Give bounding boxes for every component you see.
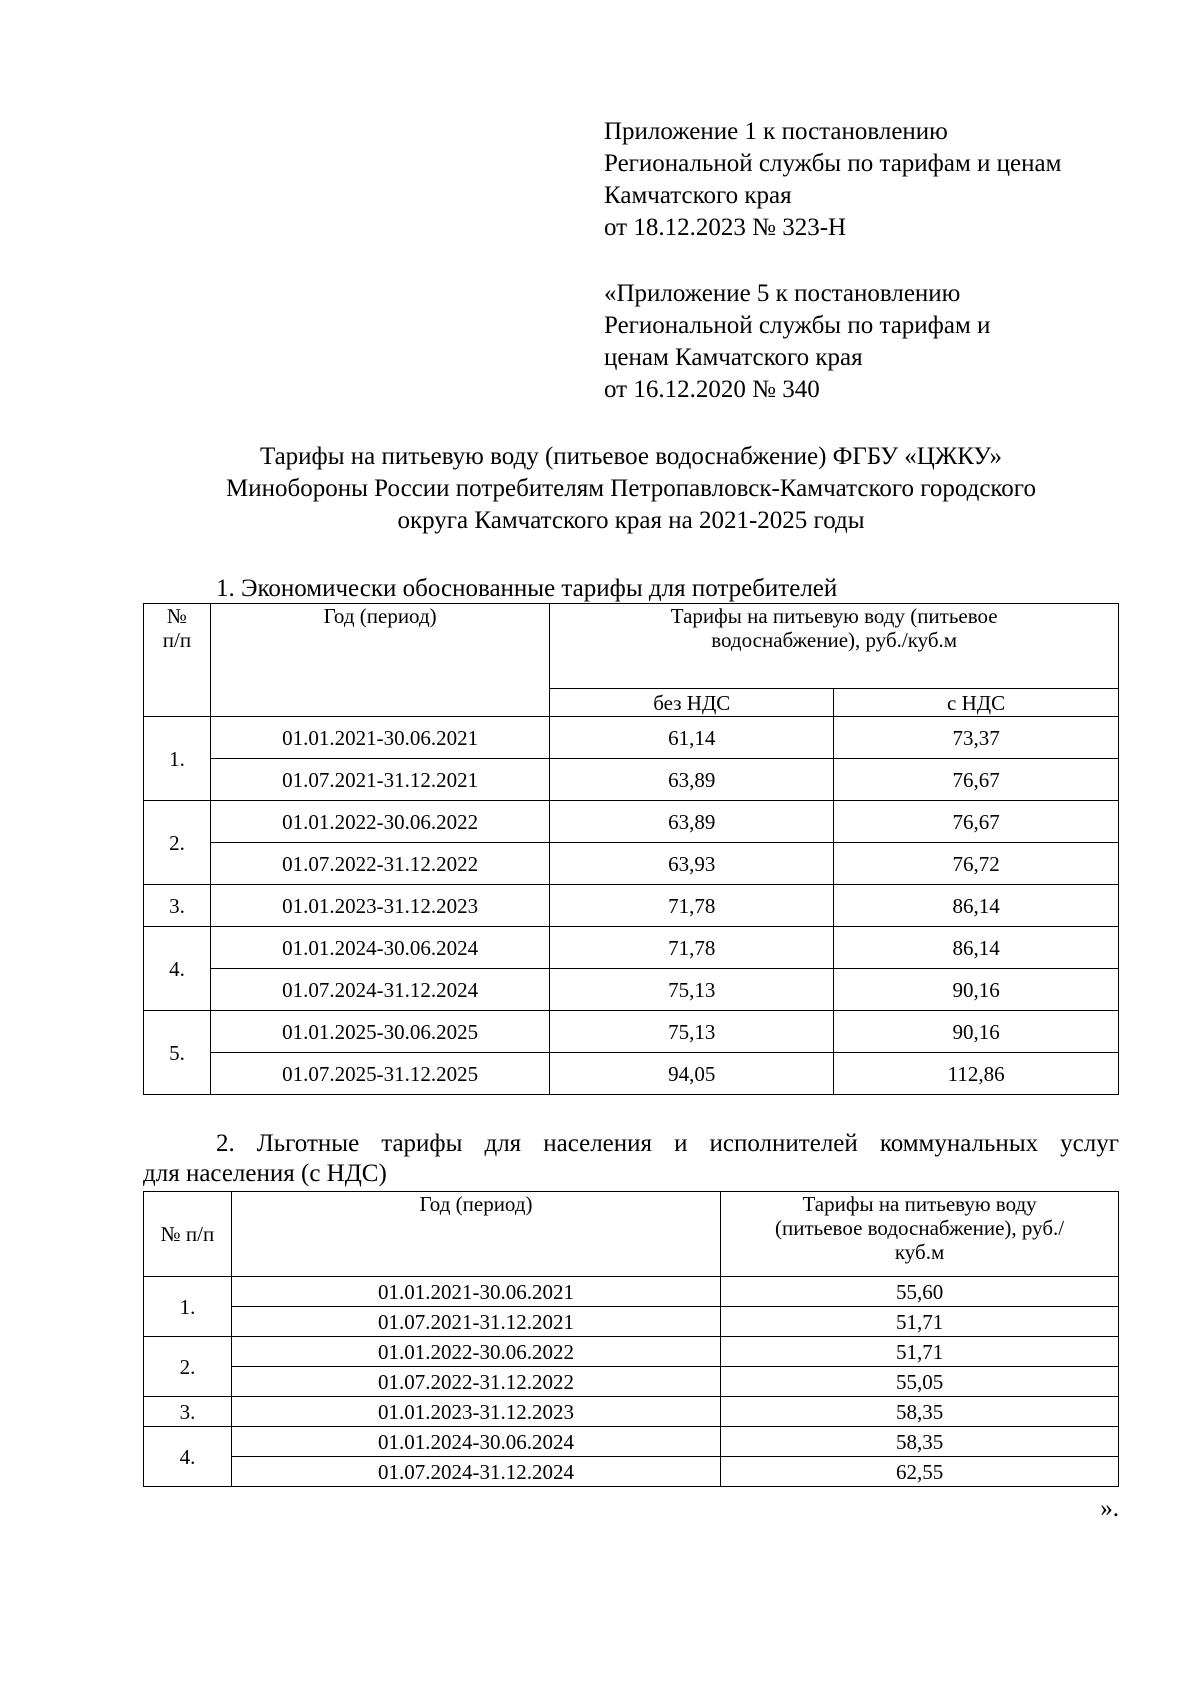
without-vat-cell: 61,14	[550, 717, 834, 759]
table-row	[144, 1011, 1119, 1053]
table-row	[144, 843, 1119, 885]
value-cell: 58,35	[721, 1397, 1119, 1427]
number-column-header: № п/п	[144, 604, 211, 717]
without-vat-cell: 63,89	[550, 801, 834, 843]
period-cell: 01.01.2023-31.12.2023	[210, 885, 549, 927]
without-vat-cell: 75,13	[550, 969, 834, 1011]
without-vat-cell: 75,13	[550, 1011, 834, 1053]
value-cell: 51,71	[721, 1307, 1119, 1337]
row-number-cell: 3.	[144, 1397, 232, 1427]
number-column-header: № п/п	[144, 1192, 232, 1277]
table-row	[144, 885, 1119, 927]
period-cell: 01.01.2021-30.06.2021	[231, 1277, 720, 1307]
period-cell: 01.07.2024-31.12.2024	[231, 1457, 720, 1487]
with-vat-header: с НДС	[834, 689, 1119, 717]
without-vat-cell: 63,89	[550, 759, 834, 801]
value-cell: 55,05	[721, 1367, 1119, 1397]
row-number-cell: 3.	[144, 885, 211, 927]
value-cell: 62,55	[721, 1457, 1119, 1487]
appendix-1-header	[604, 116, 1061, 244]
header-line: Камчатского края	[604, 182, 792, 209]
section-1-caption: 1. Экономически обоснованные тарифы для потребителей	[216, 575, 838, 602]
table-row	[144, 1307, 1119, 1337]
header-line: от 16.12.2020 № 340	[604, 376, 820, 403]
row-number-cell: 4.	[144, 1427, 232, 1487]
tariff-column-header: Тарифы на питьевую воду (питьевое водоснабжение), руб./куб.м	[550, 604, 1119, 689]
row-number-cell: 1.	[144, 717, 211, 801]
table-row	[144, 1397, 1119, 1427]
table-row	[144, 1053, 1119, 1095]
period-cell: 01.07.2022-31.12.2022	[231, 1367, 720, 1397]
with-vat-cell: 86,14	[834, 927, 1119, 969]
period-cell: 01.01.2022-30.06.2022	[231, 1337, 720, 1367]
section-2-caption-line: для населения (с НДС)	[143, 1160, 387, 1187]
period-cell: 01.07.2021-31.12.2021	[210, 759, 549, 801]
header-line: от 18.12.2023 № 323-Н	[604, 214, 847, 241]
closing-quote-mark: ».	[1100, 1495, 1119, 1522]
table-row	[144, 927, 1119, 969]
with-vat-cell: 112,86	[834, 1053, 1119, 1095]
table-row	[144, 717, 1119, 759]
without-vat-cell: 71,78	[550, 885, 834, 927]
header-line: Региональной службы по тарифам и	[604, 312, 991, 339]
document-title	[143, 441, 1119, 537]
period-cell: 01.01.2021-30.06.2021	[210, 717, 549, 759]
table-row	[144, 1337, 1119, 1367]
header-line: Приложение 1 к постановлению	[604, 118, 948, 145]
period-cell: 01.07.2021-31.12.2021	[231, 1307, 720, 1337]
economic-tariffs-table	[143, 603, 1119, 1095]
title-line: Минобороны России потребителям Петропавловск-Камчатского городского	[226, 475, 1036, 502]
economic-tariffs-table-body	[144, 604, 1119, 1095]
with-vat-cell: 90,16	[834, 1011, 1119, 1053]
without-vat-cell: 94,05	[550, 1053, 834, 1095]
table-row	[144, 1367, 1119, 1397]
period-column-header: Год (период)	[210, 604, 549, 717]
table-row	[144, 1427, 1119, 1457]
with-vat-cell: 76,72	[834, 843, 1119, 885]
row-number-cell: 4.	[144, 927, 211, 1011]
period-cell: 01.07.2024-31.12.2024	[210, 969, 549, 1011]
header-line: «Приложение 5 к постановлению	[604, 280, 961, 307]
with-vat-cell: 76,67	[834, 801, 1119, 843]
title-line: округа Камчатского края на 2021-2025 годы	[397, 507, 865, 534]
period-column-header: Год (период)	[231, 1192, 720, 1277]
table-row	[144, 1457, 1119, 1487]
value-cell: 55,60	[721, 1277, 1119, 1307]
without-vat-cell: 71,78	[550, 927, 834, 969]
period-cell: 01.07.2022-31.12.2022	[210, 843, 549, 885]
preferential-tariffs-table	[143, 1191, 1119, 1487]
with-vat-cell: 73,37	[834, 717, 1119, 759]
row-number-cell: 1.	[144, 1277, 232, 1337]
preferential-tariffs-table-body	[144, 1192, 1119, 1487]
title-line: Тарифы на питьевую воду (питьевое водоснабжение) ФГБУ «ЦЖКУ»	[259, 443, 1003, 470]
section-2-caption	[143, 1129, 1119, 1189]
with-vat-cell: 90,16	[834, 969, 1119, 1011]
header-line: Региональной службы по тарифам и ценам	[604, 150, 1062, 177]
table-row	[144, 1277, 1119, 1307]
table-row	[144, 759, 1119, 801]
row-number-cell: 5.	[144, 1011, 211, 1095]
period-cell: 01.01.2024-30.06.2024	[231, 1427, 720, 1457]
table-row	[144, 801, 1119, 843]
value-cell: 58,35	[721, 1427, 1119, 1457]
row-number-cell: 2.	[144, 1337, 232, 1397]
tariff-column-header: Тарифы на питьевую воду (питьевое водоснабжение), руб./куб.м	[721, 1192, 1119, 1277]
period-cell: 01.01.2023-31.12.2023	[231, 1397, 720, 1427]
section-2-caption-line: 2. Льготные тарифы для населения и исполнителей коммунальных услуг	[216, 1130, 1119, 1157]
period-cell: 01.01.2025-30.06.2025	[210, 1011, 549, 1053]
without-vat-header: без НДС	[550, 689, 834, 717]
header-line: ценам Камчатского края	[604, 344, 863, 371]
with-vat-cell: 76,67	[834, 759, 1119, 801]
table-header-row	[144, 1192, 1119, 1277]
value-cell: 51,71	[721, 1337, 1119, 1367]
table-header-row	[144, 604, 1119, 689]
without-vat-cell: 63,93	[550, 843, 834, 885]
with-vat-cell: 86,14	[834, 885, 1119, 927]
table-row	[144, 969, 1119, 1011]
period-cell: 01.01.2022-30.06.2022	[210, 801, 549, 843]
period-cell: 01.01.2024-30.06.2024	[210, 927, 549, 969]
row-number-cell: 2.	[144, 801, 211, 885]
appendix-5-header	[604, 278, 990, 406]
period-cell: 01.07.2025-31.12.2025	[210, 1053, 549, 1095]
